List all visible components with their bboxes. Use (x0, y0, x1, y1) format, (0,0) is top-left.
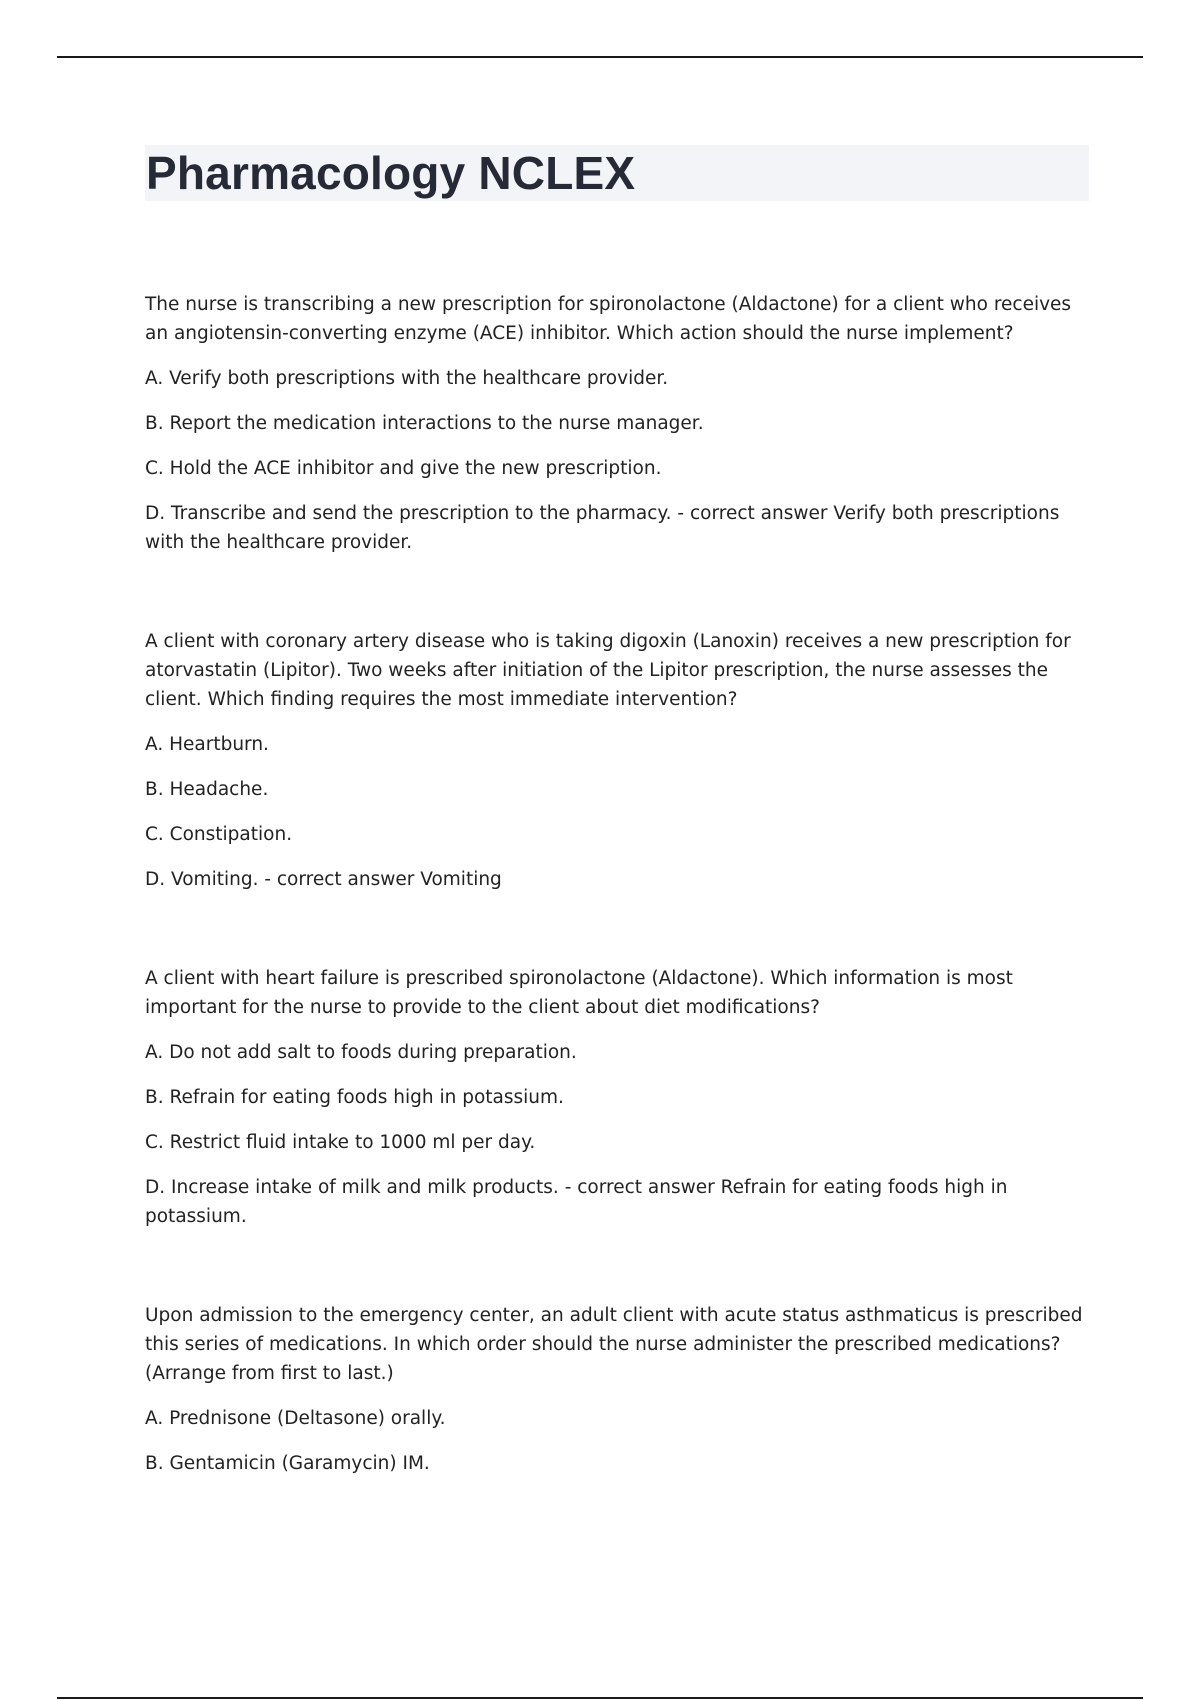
answer-option: D. Increase intake of milk and milk products. - correct answer Refrain for eating foods high in potassium. (145, 1177, 1008, 1227)
question-list (145, 290, 1095, 1478)
question-stem: Upon admission to the emergency center, an adult client with acute status asthmaticus is prescribed this series of medications. In which order should the nurse administer the prescribed medications? (Arrange from first to last.) (145, 1305, 1083, 1384)
question-stem: The nurse is transcribing a new prescription for spironolactone (Aldactone) for a client who receives an angiotensin-converting enzyme (ACE) inhibitor. Which action should the nurse implement? (145, 294, 1072, 344)
question-2 (145, 627, 1095, 894)
answer-option: D. Transcribe and send the prescription to the pharmacy. - correct answer Verify both prescriptions with the healthcare provider. (145, 503, 1060, 553)
answer-option: C. Hold the ACE inhibitor and give the new prescription. (145, 458, 662, 479)
bottom-rule (57, 1697, 1143, 1699)
answer-option: A. Do not add salt to foods during preparation. (145, 1042, 577, 1063)
question-3 (145, 964, 1095, 1231)
answer-option: B. Headache. (145, 779, 269, 800)
question-1 (145, 290, 1095, 557)
answer-option: A. Verify both prescriptions with the healthcare provider. (145, 368, 669, 389)
answer-option: C. Constipation. (145, 824, 293, 845)
answer-option: C. Restrict fluid intake to 1000 ml per day. (145, 1132, 536, 1153)
answer-option: D. Vomiting. - correct answer Vomiting (145, 869, 502, 890)
answer-option: B. Refrain for eating foods high in potassium. (145, 1087, 564, 1108)
answer-option: B. Gentamicin (Garamycin) IM. (145, 1453, 430, 1474)
answer-option: A. Prednisone (Deltasone) orally. (145, 1408, 446, 1429)
question-4 (145, 1301, 1095, 1478)
answer-option: A. Heartburn. (145, 734, 269, 755)
top-rule (57, 56, 1143, 58)
page-title: Pharmacology NCLEX (146, 147, 636, 199)
question-stem: A client with heart failure is prescribed spironolactone (Aldactone). Which information is most important for the nurse to provide to the client about diet modifications? (145, 968, 1013, 1018)
answer-option: B. Report the medication interactions to the nurse manager. (145, 413, 704, 434)
question-stem: A client with coronary artery disease who is taking digoxin (Lanoxin) receives a new prescription for atorvastatin (Lipitor). Two weeks after initiation of the Lipitor prescription, the nurse assesses the client. Which finding requires the most immediate intervention? (145, 631, 1071, 710)
